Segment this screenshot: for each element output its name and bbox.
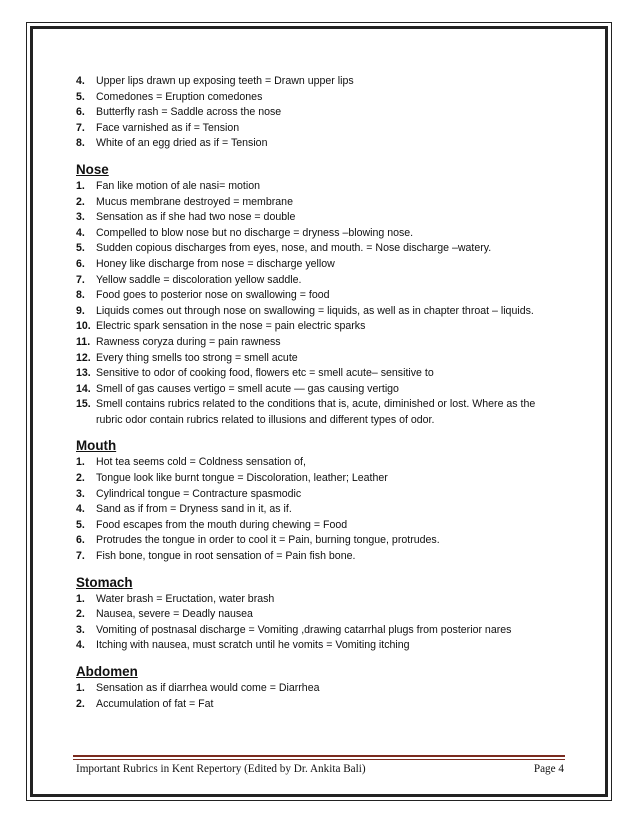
- list-item: 10. Electric spark sensation in the nose = pain electric sparks: [76, 320, 366, 333]
- list-item: 7. Fish bone, tongue in root sensation of = Pain fish bone.: [76, 550, 356, 563]
- list-item: 7. Face varnished as if = Tension: [76, 121, 240, 134]
- list-item: 8. Food goes to posterior nose on swallowing = food: [76, 289, 330, 302]
- list-item: 2. Tongue look like burnt tongue = Discoloration, leather; Leather: [76, 472, 388, 485]
- list-item: 2. Mucus membrane destroyed = membrane: [76, 195, 293, 208]
- list-item: 7. Yellow saddle = discoloration yellow saddle.: [76, 273, 302, 286]
- list-item: 2. Accumulation of fat = Fat: [76, 697, 214, 710]
- list-item: 5. Food escapes from the mouth during chewing = Food: [76, 518, 348, 531]
- list-item: 3. Cylindrical tongue = Contracture spasmodic: [76, 487, 302, 500]
- section-heading-stomach: Stomach: [76, 574, 133, 590]
- list-item: 4. Upper lips drawn up exposing teeth = Drawn upper lips: [76, 75, 354, 87]
- footer-title: Important Rubrics in Kent Repertory (Edited by Dr. Ankita Bali): [76, 763, 366, 775]
- list-item: 5. Sudden copious discharges from eyes, nose, and mouth. = Nose discharge –watery.: [76, 242, 492, 255]
- list-item: 4. Itching with nausea, must scratch until he vomits = Vomiting itching: [76, 639, 410, 652]
- stomach-list: [76, 592, 564, 654]
- list-item: 6. Honey like discharge from nose = discharge yellow: [76, 257, 335, 270]
- list-item: 12. Every thing smells too strong = smell acute: [76, 351, 298, 364]
- list-item: 8. White of an egg dried as if = Tension: [76, 137, 268, 150]
- list-item: 3. Vomiting of postnasal discharge = Vomiting ,drawing catarrhal plugs from posterior nares: [76, 623, 512, 636]
- list-item: 13. Sensitive to odor of cooking food, flowers etc = smell acute– sensitive to: [76, 367, 434, 380]
- list-item: 11. Rawness coryza during = pain rawness: [76, 335, 281, 348]
- section-heading-mouth: Mouth: [76, 438, 117, 454]
- nose-list: [76, 179, 564, 429]
- list-item: 4. Compelled to blow nose but no discharge = dryness –blowing nose.: [76, 226, 414, 239]
- list-item: 1. Fan like motion of ale nasi= motion: [76, 179, 260, 192]
- mouth-list: [76, 455, 564, 564]
- list-item: 14. Smell of gas causes vertigo = smell acute — gas causing vertigo: [76, 382, 399, 395]
- list-item: 2. Nausea, severe = Deadly nausea: [76, 608, 253, 621]
- list-item: 3. Sensation as if she had two nose = double: [76, 211, 296, 224]
- section-heading-abdomen: Abdomen: [76, 664, 138, 679]
- abdomen-list: [76, 681, 564, 712]
- list-item: 1. Sensation as if diarrhea would come = Diarrhea: [76, 682, 320, 694]
- list-item: 1. Water brash = Eructation, water brash: [76, 592, 275, 605]
- list-item: 5. Comedones = Eruption comedones: [76, 90, 263, 103]
- page-footer: [76, 762, 564, 777]
- list-item: 6. Protrudes the tongue in order to cool it = Pain, burning tongue, protrudes.: [76, 534, 440, 547]
- list-item: 1. Hot tea seems cold = Coldness sensation of,: [76, 456, 306, 469]
- intro-list: [76, 74, 564, 152]
- list-item: 15. Smell contains rubrics related to the conditions that is, acute, diminished or lost. Where as the rubric odor contain rubrics related to illusions and different types of odor.: [76, 398, 536, 426]
- page-content: [76, 74, 564, 712]
- page-number: Page 4: [533, 763, 564, 775]
- list-item: 9. Liquids comes out through nose on swallowing = liquids, as well as in chapter throat – liquids.: [76, 304, 534, 317]
- list-item: 4. Sand as if from = Dryness sand in it, as if.: [76, 503, 292, 516]
- footer-rule: [73, 759, 565, 760]
- list-item: 6. Butterfly rash = Saddle across the nose: [76, 106, 282, 119]
- footer-rule: [73, 755, 565, 757]
- section-heading-nose: Nose: [76, 161, 109, 177]
